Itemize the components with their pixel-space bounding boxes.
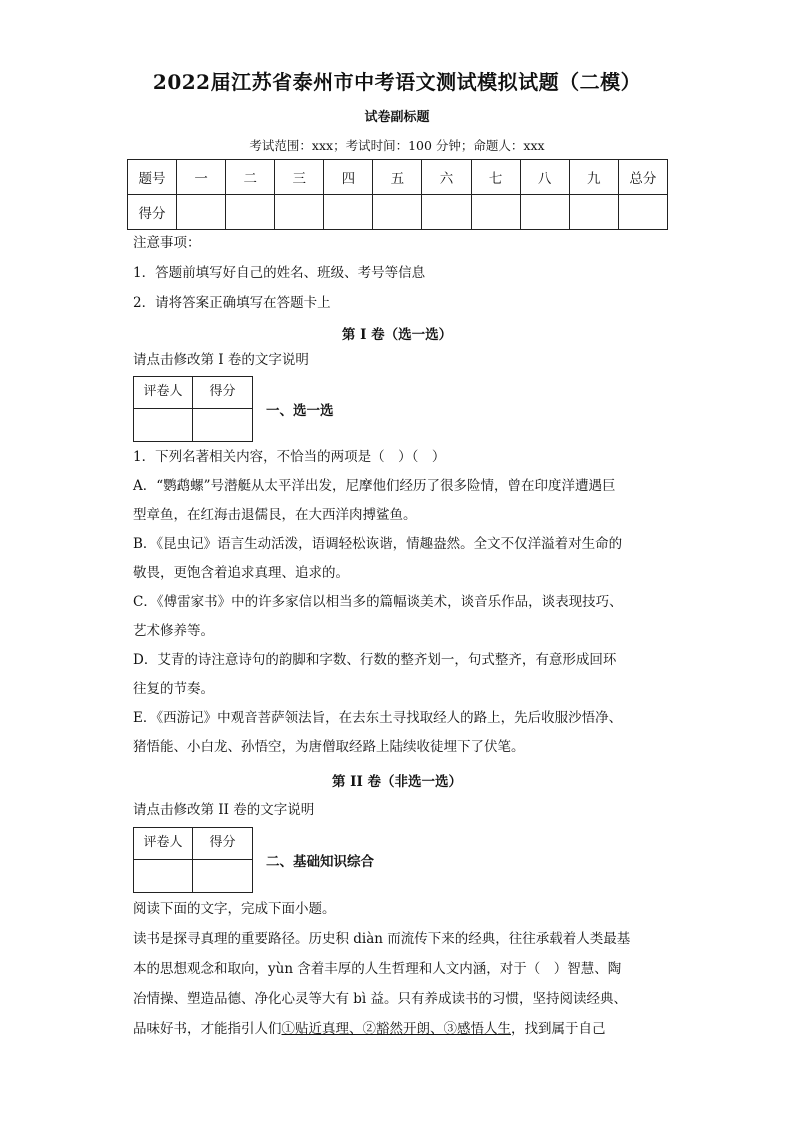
score-cell xyxy=(275,195,324,230)
part2-heading: 第 II 卷（非选一选） xyxy=(331,774,463,790)
score-table-header-cell: 四 xyxy=(324,160,373,195)
option-line: E．《西游记》中观音菩萨领法旨，在去东土寻找取经人的路上，先后收服沙悟净、 xyxy=(133,710,623,726)
notes-heading: 注意事项： xyxy=(133,235,201,251)
score-cell xyxy=(520,195,569,230)
passage-line: 冶情操、塑造品德、净化心灵等大有 bì 益。只有养成读书的习惯，坚持阅读经典、 xyxy=(133,991,628,1007)
score-table-header-cell: 总分 xyxy=(618,160,667,195)
part1-hint: 请点击修改第 I 卷的文字说明 xyxy=(133,352,309,368)
option-line: 敬畏，更饱含着追求真理、追求的。 xyxy=(133,565,349,581)
score-cell xyxy=(226,195,275,230)
score-cell xyxy=(471,195,520,230)
part2-hint: 请点击修改第 II 卷的文字说明 xyxy=(133,802,315,818)
score-cell xyxy=(193,860,252,892)
score-table-header-cell: 一 xyxy=(177,160,226,195)
grader-label: 评卷人 xyxy=(134,828,193,860)
score-cell xyxy=(618,195,667,230)
score-table-header-row xyxy=(128,160,668,195)
part1-section-title: 一、选一选 xyxy=(266,403,334,419)
grader-label: 评卷人 xyxy=(134,377,193,409)
score-cell xyxy=(324,195,373,230)
grader-cell xyxy=(134,860,193,892)
grader-cell xyxy=(134,409,193,441)
passage-line: 本的思想观念和取向，yùn 含着丰厚的人生哲理和人文内涵，对于（ ）智慧、陶 xyxy=(133,961,622,977)
passage-text: ，找到属于自己 xyxy=(511,1021,606,1037)
score-table xyxy=(127,159,668,230)
score-table-header-cell: 六 xyxy=(422,160,471,195)
note-item: 1．答题前填写好自己的姓名、班级、考号等信息 xyxy=(133,265,426,281)
underlined-phrases: ①贴近真理、②豁然开朗、③感悟人生 xyxy=(281,1021,511,1037)
passage-line: 读书是探寻真理的重要路径。历史积 diàn 而流传下来的经典，往往承载着人类最基 xyxy=(133,931,631,947)
option-line: A．“鹦鹉螺”号潜艇从太平洋出发，尼摩他们经历了很多险情，曾在印度洋遭遇巨 xyxy=(133,478,616,494)
score-label: 得分 xyxy=(193,377,252,409)
score-cell xyxy=(193,409,252,441)
score-table-header-cell: 题号 xyxy=(128,160,177,195)
question-1: 1．下列名著相关内容，不恰当的两项是（ ）（ ） xyxy=(133,449,446,465)
option-line: 猪悟能、小白龙、孙悟空，为唐僧取经路上陆续收徒埋下了伏笔。 xyxy=(133,739,525,755)
score-table-header-cell: 二 xyxy=(226,160,275,195)
option-line: D．艾青的诗注意诗句的韵脚和字数、行数的整齐划一，句式整齐，有意形成回环 xyxy=(133,652,617,668)
exam-subtitle: 试卷副标题 xyxy=(364,110,430,125)
option-line: 型章鱼，在红海击退儒艮，在大西洋肉搏鲨鱼。 xyxy=(133,507,417,523)
part2-grader-box xyxy=(133,827,253,893)
score-cell xyxy=(177,195,226,230)
score-table-header-cell: 九 xyxy=(569,160,618,195)
score-cell xyxy=(422,195,471,230)
exam-info: 考试范围：xxx；考试时间：100 分钟；命题人：xxx xyxy=(249,138,545,153)
passage-line xyxy=(133,1019,606,1039)
passage-text: 品味好书，才能指引人们 xyxy=(133,1021,282,1037)
part1-grader-box xyxy=(133,376,253,442)
score-row-label: 得分 xyxy=(128,195,177,230)
score-cell xyxy=(373,195,422,230)
option-line: 艺术修养等。 xyxy=(133,623,214,639)
score-table-score-row xyxy=(128,195,668,230)
note-item: 2．请将答案正确填写在答题卡上 xyxy=(133,295,331,311)
part2-section-title: 二、基础知识综合 xyxy=(266,854,374,870)
score-table-header-cell: 七 xyxy=(471,160,520,195)
option-line: 往复的节奏。 xyxy=(133,681,214,697)
score-table-header-cell: 八 xyxy=(520,160,569,195)
part1-heading: 第 I 卷（选一选） xyxy=(341,327,453,343)
score-label: 得分 xyxy=(193,828,252,860)
score-table-header-cell: 三 xyxy=(275,160,324,195)
option-line: C．《傅雷家书》中的许多家信以相当多的篇幅谈美术，谈音乐作品，谈表现技巧、 xyxy=(133,594,623,610)
option-line: B．《昆虫记》语言生动活泼，语调轻松诙谐，情趣盎然。全文不仅洋溢着对生命的 xyxy=(133,536,623,552)
score-cell xyxy=(569,195,618,230)
score-table-header-cell: 五 xyxy=(373,160,422,195)
exam-title: 2022届江苏省泰州市中考语文测试模拟试题（二模） xyxy=(152,70,642,94)
reading-instruction: 阅读下面的文字，完成下面小题。 xyxy=(133,901,336,917)
